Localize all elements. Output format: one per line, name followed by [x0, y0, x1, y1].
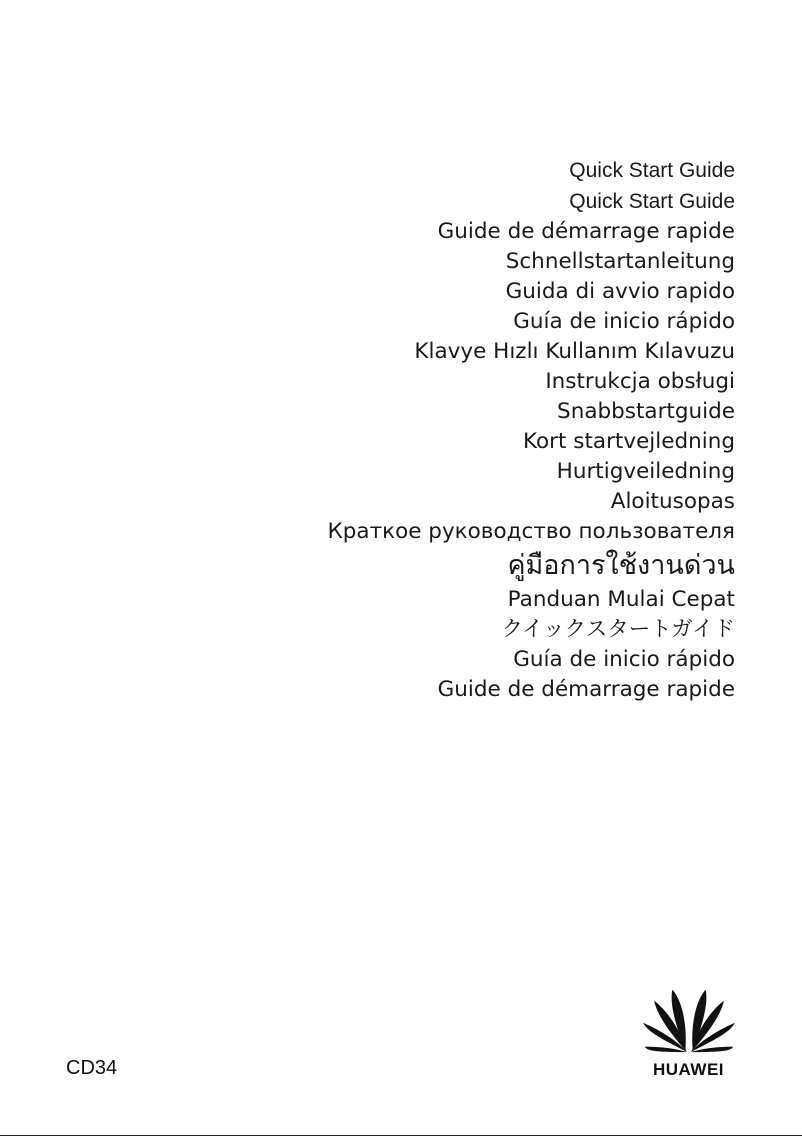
huawei-flower-icon — [643, 986, 735, 1054]
guide-title: Краткое руководство пользователя — [327, 519, 735, 544]
guide-title: Guide de démarrage rapide — [437, 219, 735, 244]
guide-title: クイックスタートガイド — [501, 617, 735, 642]
guide-title: Instrukcja obsługi — [545, 369, 735, 394]
guide-title: Schnellstartanleitung — [505, 249, 735, 274]
guide-title: Kort startvejledning — [522, 429, 735, 454]
guide-title: Guía de inicio rápido — [513, 647, 735, 672]
guide-title-list — [327, 155, 735, 705]
model-number: CD34 — [66, 1057, 118, 1079]
guide-title: Panduan Mulai Cepat — [507, 587, 735, 612]
guide-title: Guía de inicio rápido — [513, 309, 735, 334]
guide-title: Guida di avvio rapido — [505, 279, 735, 304]
guide-title: Snabbstartguide — [557, 399, 735, 424]
guide-title: Klavye Hızlı Kullanım Kılavuzu — [414, 339, 735, 364]
brand-wordmark: HUAWEI — [653, 1060, 724, 1079]
guide-title: Quick Start Guide — [569, 190, 735, 213]
guide-title: Guide de démarrage rapide — [437, 677, 735, 702]
guide-title: คู่มือการใช้งานด่วน — [507, 550, 735, 581]
brand-logo — [640, 986, 737, 1080]
guide-title: Hurtigveiledning — [556, 459, 735, 484]
guide-title: Quick Start Guide — [569, 159, 735, 182]
page-border — [0, 1135, 802, 1136]
guide-title: Aloitusopas — [610, 489, 735, 514]
